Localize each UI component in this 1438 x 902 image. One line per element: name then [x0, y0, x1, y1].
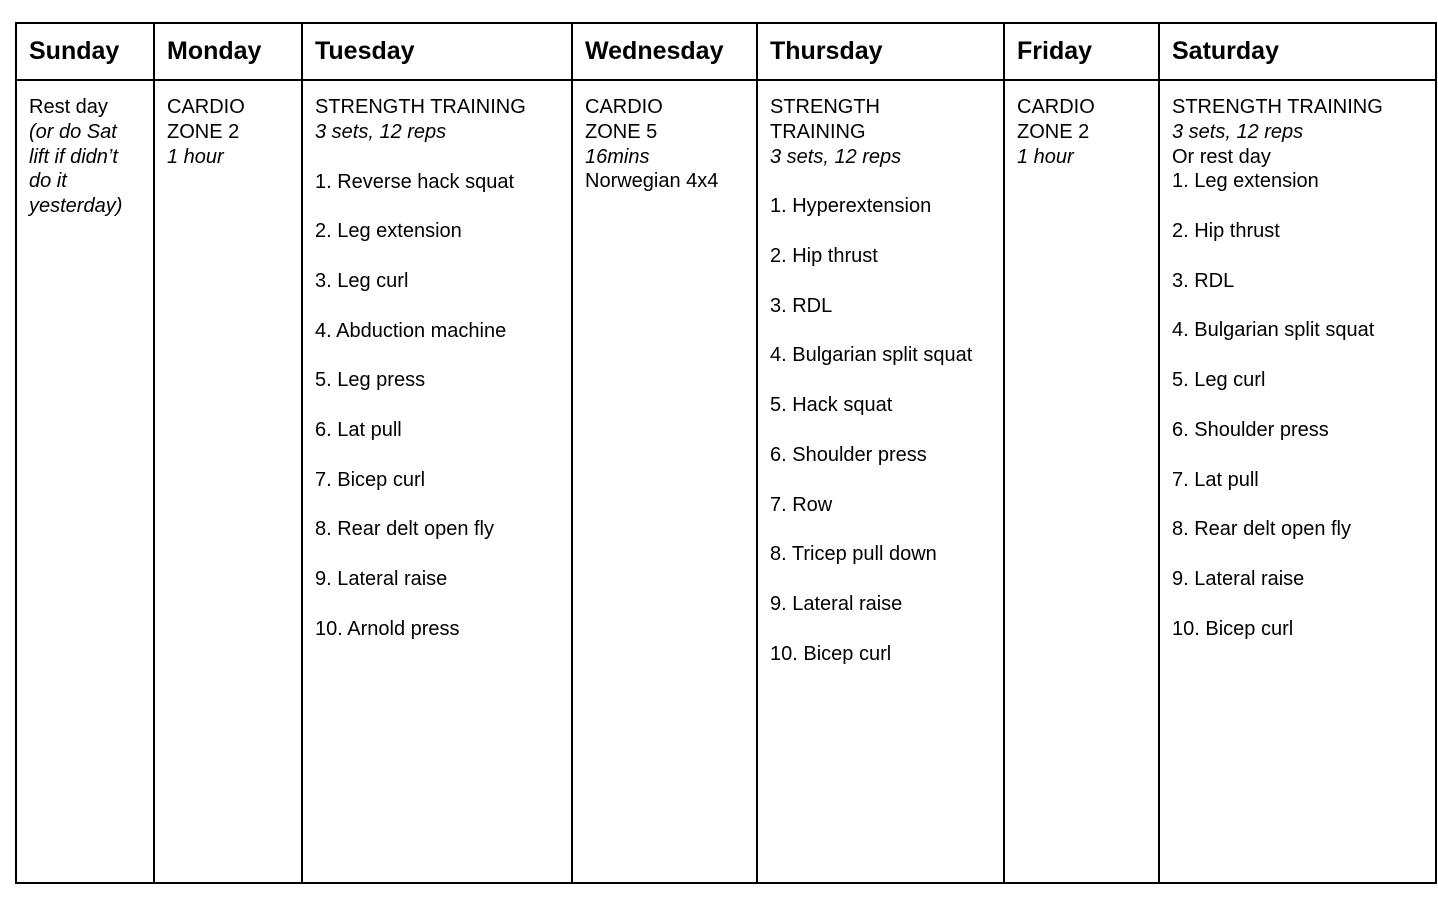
exercise-item: 6. Shoulder press: [770, 443, 927, 466]
exercise-item: 10. Bicep curl: [770, 642, 892, 665]
exercise-item: 7. Bicep curl: [315, 468, 426, 491]
cell-tuesday: [302, 80, 572, 883]
cell-saturday: [1159, 80, 1436, 883]
weekly-workout-table: [15, 22, 1437, 884]
header-wednesday: Wednesday: [572, 23, 757, 80]
exercise-item: 8. Rear delt open fly: [1172, 518, 1351, 541]
plan-row: [16, 80, 1436, 883]
exercise-item: 1. Reverse hack squat: [315, 170, 514, 193]
exercise-item: 10. Arnold press: [315, 617, 460, 640]
friday-duration: 1 hour: [1017, 145, 1074, 168]
exercise-item: 7. Row: [770, 493, 833, 516]
wednesday-method: Norwegian 4x4: [585, 170, 719, 193]
sunday-note: (or do Sat lift if didn’t do it yesterday): [29, 120, 123, 218]
thursday-scheme: 3 sets, 12 reps: [770, 145, 902, 168]
tuesday-title: STRENGTH TRAINING: [315, 96, 526, 118]
header-thursday: Thursday: [757, 23, 1004, 80]
exercise-item: 4. Bulgarian split squat: [1172, 319, 1375, 342]
exercise-item: 2. Hip thrust: [1172, 220, 1280, 243]
exercise-item: 2. Hip thrust: [770, 245, 878, 268]
wednesday-line2: ZONE 5: [585, 120, 658, 143]
cell-thursday: [757, 80, 1004, 883]
header-sunday: Sunday: [16, 23, 154, 80]
friday-line1: CARDIO: [1017, 96, 1095, 118]
saturday-title: STRENGTH TRAINING: [1172, 96, 1383, 118]
exercise-item: 9. Lateral raise: [1172, 567, 1305, 590]
cell-wednesday: [572, 80, 757, 883]
exercise-item: 4. Abduction machine: [315, 319, 507, 342]
exercise-item: 6. Shoulder press: [1172, 418, 1329, 441]
saturday-exercise-list: [1172, 169, 1423, 666]
exercise-item: 4. Bulgarian split squat: [770, 344, 973, 367]
cell-monday: [154, 80, 302, 883]
exercise-item: 8. Rear delt open fly: [315, 518, 494, 541]
exercise-item: 1. Hyperextension: [770, 195, 932, 218]
header-row: [16, 23, 1436, 80]
header-monday: Monday: [154, 23, 302, 80]
exercise-item: 7. Lat pull: [1172, 468, 1259, 491]
exercise-item: 3. RDL: [1172, 269, 1235, 292]
exercise-item: 5. Hack squat: [770, 394, 893, 417]
exercise-item: 10. Bicep curl: [1172, 617, 1294, 640]
friday-line2: ZONE 2: [1017, 120, 1090, 143]
wednesday-line1: CARDIO: [585, 96, 663, 118]
tuesday-scheme: 3 sets, 12 reps: [315, 120, 447, 143]
exercise-item: 6. Lat pull: [315, 419, 402, 442]
thursday-exercise-list: [770, 194, 991, 691]
cell-friday: [1004, 80, 1159, 883]
header-tuesday: Tuesday: [302, 23, 572, 80]
exercise-item: 5. Leg press: [315, 369, 426, 392]
thursday-title-line2: TRAINING: [770, 120, 866, 143]
wednesday-duration: 16mins: [585, 145, 650, 168]
exercise-item: 2. Leg extension: [315, 220, 462, 243]
monday-duration: 1 hour: [167, 145, 224, 168]
monday-line1: CARDIO: [167, 96, 245, 118]
saturday-scheme: 3 sets, 12 reps: [1172, 120, 1304, 143]
header-saturday: Saturday: [1159, 23, 1436, 80]
thursday-title-line1: STRENGTH: [770, 96, 880, 118]
exercise-item: 1. Leg extension: [1172, 170, 1319, 193]
exercise-item: 8. Tricep pull down: [770, 543, 937, 566]
exercise-item: 9. Lateral raise: [315, 568, 448, 591]
tuesday-exercise-list: [315, 170, 559, 667]
exercise-item: 3. Leg curl: [315, 269, 409, 292]
sunday-title: Rest day: [29, 96, 108, 118]
exercise-item: 9. Lateral raise: [770, 592, 903, 615]
saturday-alt: Or rest day: [1172, 145, 1271, 168]
monday-line2: ZONE 2: [167, 120, 240, 143]
header-friday: Friday: [1004, 23, 1159, 80]
cell-sunday: [16, 80, 154, 883]
exercise-item: 5. Leg curl: [1172, 369, 1266, 392]
exercise-item: 3. RDL: [770, 294, 833, 317]
